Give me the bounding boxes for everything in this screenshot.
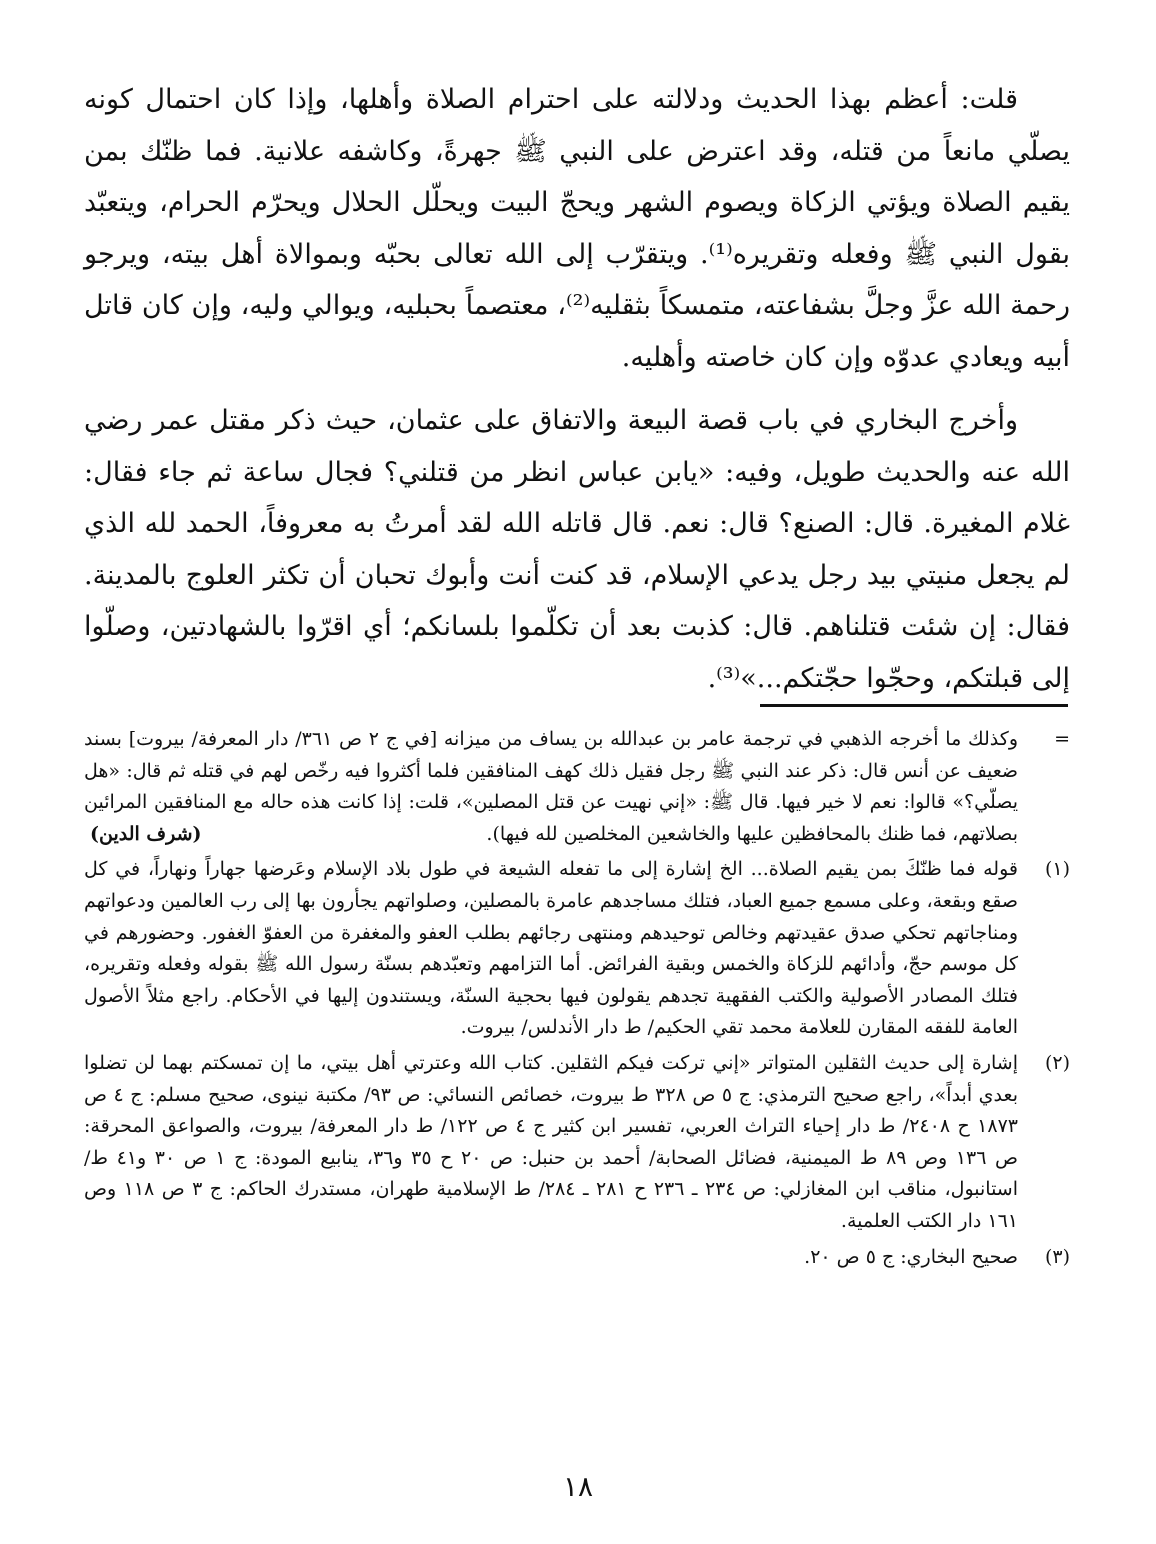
paragraph-1: قلت: أعظم بهذا الحديث ودلالته على احترام الصلاة وأهلها، وإذا كان احتمال كونه يصلّي مانعاً من قتله، وقد اعترض على النبي ﷺ جهرةً، وكاشفه علانية. فما ظنّك بمن يقيم الصلاة ويؤتي الزكاة ويصوم الشهر ويحجّ البيت ويحلّل الحلال ويحرّم الحرام، ويتعبّد بقول النبي ﷺ وفعله وتقريره⁽¹⁾. ويتقرّب إلى الله تعالى بحبّه وبموالاة أهل بيته، ويرجو رحمة الله عزَّ وجلَّ بشفاعته، متمسكاً بثقليه⁽²⁾، معتصماً بحبليه، ويوالي وليه، وإن كان قاتل أبيه ويعادي عدوّه وإن كان خاصته وأهليه. <box>84 84 1071 373</box>
footnote-attribution: (شرف الدين) <box>90 822 202 845</box>
footnote-marker: (٣) <box>1044 1245 1070 1268</box>
footnotes-section <box>84 724 1070 1277</box>
footnote-text <box>84 724 1018 850</box>
footnote-divider <box>760 704 1068 707</box>
footnote-3 <box>84 1242 1070 1274</box>
paragraph-2: وأخرج البخاري في باب قصة البيعة والاتفاق على عثمان، حيث ذكر مقتل عمر رضي الله عنه والحديث طويل، وفيه: «يابن عباس انظر من قتلني؟ فجال ساعة ثم جاء فقال: غلام المغيرة. قال: الصنع؟ قال: نعم. قال قاتله الله لقد أمرتُ به معروفاً، الحمد لله الذي لم يجعل منيتي بيد رجل يدعي الإسلام، قد كنت أنت وأبوك تحبان أن تكثر العلوج بالمدينة. فقال: إن شئت قتلناهم. قال: كذبت بعد أن تكلّموا بلسانكم؛ أي اقرّوا بالشهادتين، وصلّوا إلى قبلتكم، وحجّوا حجّتكم...»⁽³⁾. <box>84 405 1070 694</box>
page-number: ١٨ <box>562 1470 594 1503</box>
footnote-2 <box>84 1048 1070 1238</box>
footnote-text: إشارة إلى حديث الثقلين المتواتر «إني تركت فيكم الثقلين. كتاب الله وعترتي أهل بيتي، ما إن تمسكتم بهما لن تضلوا بعدي أبداً»، راجع صحيح الترمذي: ج ٥ ص ٣٢٨ ط بيروت، خصائص النسائي: ص ٩٣/ مكتبة نينوى، صحيح مسلم: ج ٤ ص ١٨٧٣ ح ٢٤٠٨/ ط دار إحياء التراث العربي، تفسير ابن كثير ج ٤ ص ١٢٢/ ط دار المعرفة/ بيروت، والصواعق المحرقة: ص ١٣٦ وص ٨٩ ط الميمنية، فضائل الصحابة/ أحمد بن حنبل: ص ٢٠ ح ٣٥ و٣٦، ينابيع المودة: ج ١ ص ٣٠ و٤١ ط/ استانبول، مناقب ابن المغازلي: ص ٢٣٤ ـ ٢٣٦ ح ٢٨١ ـ ٢٨٤/ ط الإسلامية طهران، مستدرك الحاكم: ج ٣ ص ١١٨ وص ١٦١ دار الكتب العلمية. <box>84 1051 1019 1232</box>
footnote-marker: (١) <box>1044 858 1070 881</box>
footnote-1 <box>84 854 1070 1044</box>
main-text <box>84 74 1070 704</box>
footnote-body: وكذلك ما أخرجه الذهبي في ترجمة عامر بن عبدالله بن يساف من ميزانه [في ج ٢ ص ٣٦١/ دار المعرفة/ بيروت] بسند ضعيف عن أنس قال: ذكر عند النبي ﷺ رجل فقيل ذلك كهف المنافقين فلما أكثروا فيه رخّص لهم في قتله ثم قال: «هل يصلّي؟» قالوا: نعم لا خير فيها. قال ﷺ: «إني نهيت عن قتل المصلين»، قلت: إذا كانت هذه حاله مع المنافقين المرائين بصلاتهم، فما ظنك بالمحافظين عليها والخاشعين المخلصين لله فيها). <box>84 728 1018 845</box>
footnote-continuation <box>84 724 1070 850</box>
footnote-marker: (٢) <box>1044 1051 1070 1074</box>
footnote-marker: = <box>1054 728 1070 750</box>
footnote-text: قوله فما ظنّكَ بمن يقيم الصلاة... الخ إشارة إلى ما تفعله الشيعة في طول بلاد الإسلام وعَرضها جهاراً ونهاراً، في كل صقع وبقعة، وعلى مسمع جميع العباد، فتلك مساجدهم عامرة بالمصلين، وصلواتهم يجأرون بها إلى رب العالمين ودعواتهم ومناجاتهم تحكي صدق عقيدتهم وخالص توحيدهم ومنتهى رجائهم بطلب العفو والمغفرة من العفوّ الغفور. وحضورهم في كل موسم حجّ، وأدائهم للزكاة والخمس وبقية الفرائض. أما التزامهم وتعبّدهم بسنّة رسول الله ﷺ بقوله وفعله وتقريره، فتلك المصادر الأصولية والكتب الفقهية تجدهم يقولون فيها بحجية السنّة، ويستندون إليها في الأحكام. راجع مثلاً الأصول العامة للفقه المقارن للعلامة محمد تقي الحكيم/ ط دار الأندلس/ بيروت. <box>84 858 1018 1039</box>
footnote-text: صحيح البخاري: ج ٥ ص ٢٠. <box>804 1245 1018 1268</box>
